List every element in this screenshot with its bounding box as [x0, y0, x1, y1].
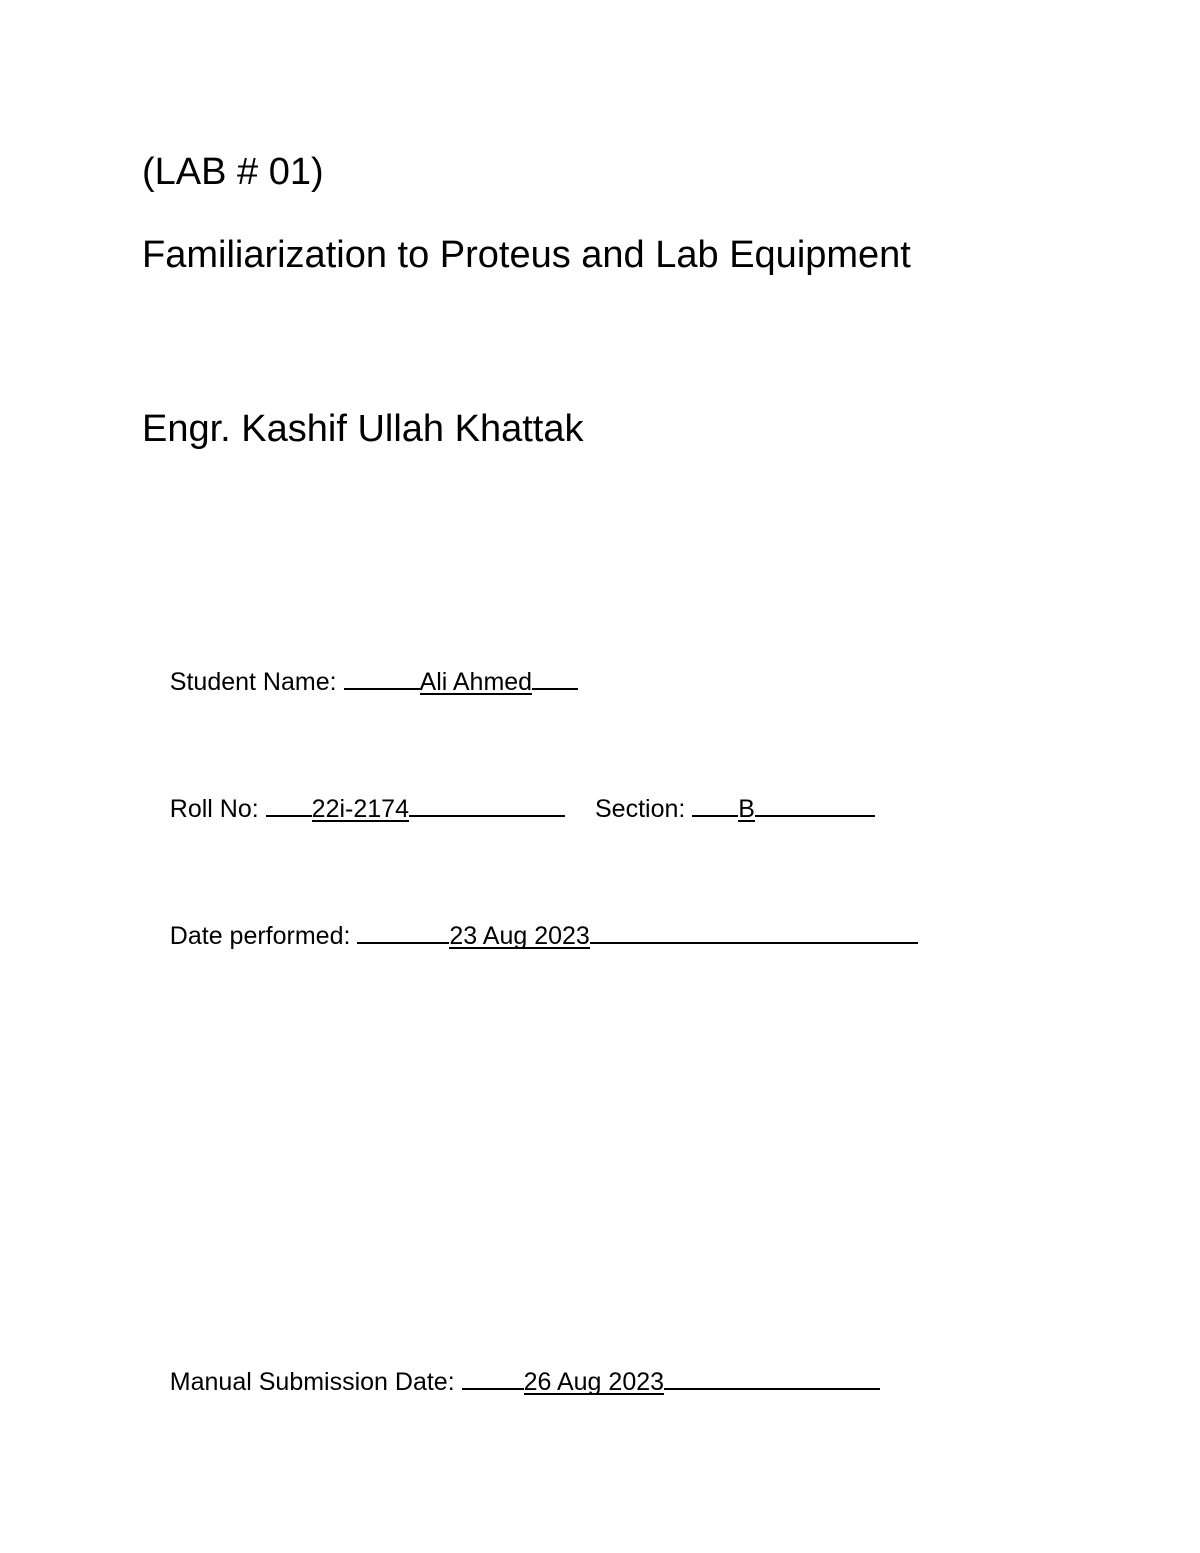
date-performed-label: Date performed: — [169, 922, 358, 950]
instructor-name: Engr. Kashif Ullah Khattak — [142, 408, 584, 450]
underline — [590, 920, 918, 944]
underline — [664, 1366, 880, 1390]
section-label: Section: — [594, 795, 693, 823]
lab-title: Familiarization to Proteus and Lab Equipment — [142, 234, 911, 276]
submission-date-value: 26 Aug 2023 — [523, 1368, 665, 1396]
underline — [692, 793, 738, 817]
underline — [344, 666, 420, 690]
student-name-label: Student Name: — [169, 668, 344, 696]
underline — [357, 920, 449, 944]
lab-number: (LAB # 01) — [142, 151, 324, 193]
underline — [532, 666, 578, 690]
date-performed-value: 23 Aug 2023 — [449, 922, 590, 950]
submission-date-field — [142, 1341, 880, 1420]
underline — [462, 1366, 524, 1390]
section-value: B — [738, 795, 755, 823]
roll-no-field — [142, 768, 875, 847]
underline — [266, 793, 312, 817]
student-name-value: Ali Ahmed — [419, 668, 533, 696]
roll-no-label: Roll No: — [169, 795, 266, 823]
roll-no-value: 22i-2174 — [311, 795, 409, 823]
student-name-field — [142, 641, 578, 720]
submission-date-label: Manual Submission Date: — [169, 1368, 462, 1396]
date-performed-field — [142, 895, 918, 974]
underline — [409, 793, 565, 817]
underline — [755, 793, 875, 817]
